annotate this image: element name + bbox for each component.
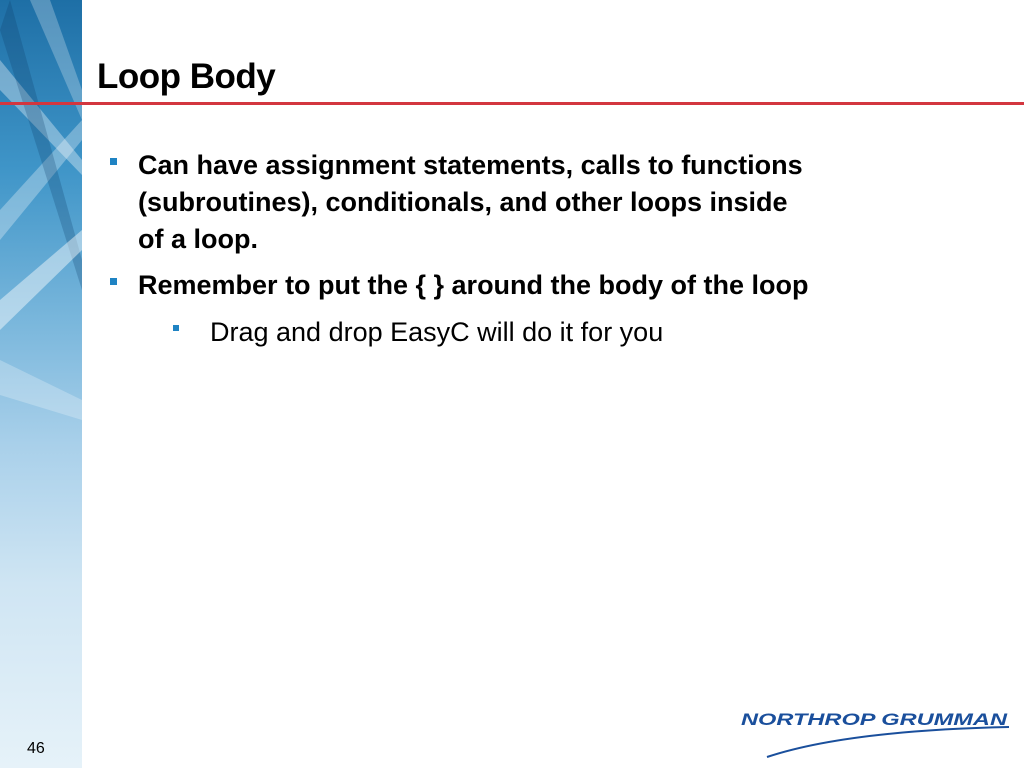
bullet-line: (subroutines), conditionals, and other loops inside bbox=[138, 187, 788, 217]
bullet-marker bbox=[110, 278, 117, 285]
page-number: 46 bbox=[27, 740, 45, 757]
bullet-line: Can have assignment statements, calls to functions bbox=[138, 150, 803, 180]
bullet-line: of a loop. bbox=[138, 224, 258, 254]
bullet-line: Remember to put the { } around the body of the loop bbox=[138, 270, 809, 300]
light-streaks-graphic bbox=[0, 0, 82, 768]
title-underline bbox=[0, 102, 1024, 105]
sub-bullet-marker bbox=[173, 325, 179, 331]
northrop-grumman-logo bbox=[737, 705, 1012, 761]
decorative-side-band bbox=[0, 0, 82, 768]
sub-bullet-line: Drag and drop EasyC will do it for you bbox=[210, 317, 664, 347]
bullet-marker bbox=[110, 158, 117, 165]
slide-title: Loop Body bbox=[97, 57, 276, 96]
logo-wordmark: NORTHROP GRUMMAN bbox=[741, 710, 1008, 729]
